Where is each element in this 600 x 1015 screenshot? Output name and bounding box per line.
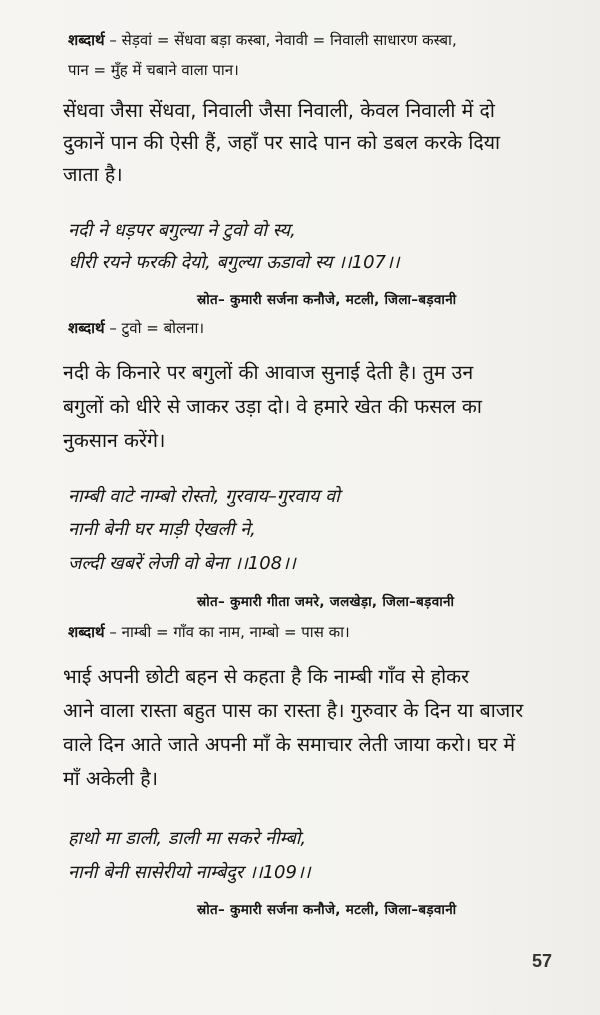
verse-line: नाम्बी वाटे नाम्बो रोस्तो, गुरवाय–गुरवाय वो <box>68 486 340 507</box>
prose-line: नुकसान करेंगे। <box>63 429 166 452</box>
verse-line: हाथो मा डाली, डाली मा सकरे नीम्बो, <box>68 828 307 849</box>
source-credit: स्रोत– कुमारी सर्जना कनौजे, मटली, जिला–बड़वानी <box>197 902 457 918</box>
verse-line: धीरी रयने फरकी देयो, बगुल्या ऊडावो स्य ।।107।। <box>68 252 400 273</box>
gloss-line <box>68 30 457 50</box>
verse-line: जल्दी खबरें लेजी वो बेना ।।108।। <box>68 553 296 574</box>
gloss-text: – टुवो = बोलना। <box>104 319 205 337</box>
prose-line: बगुलों को धीरे से जाकर उड़ा दो। वे हमारे खेत की फसल का <box>63 395 482 418</box>
prose-line: नदी के किनारे पर बगुलों की आवाज सुनाई देती है। तुम उन <box>63 361 474 384</box>
prose-line: आने वाला रास्ता बहुत पास का रास्ता है। गुरुवार के दिन या बाजार <box>63 699 524 722</box>
gloss-term: शब्दार्थ <box>68 319 105 337</box>
gloss-term: शब्दार्थ <box>68 623 105 641</box>
verse-line: नानी बेनी घर माड़ी ऐखली ने, <box>68 519 256 540</box>
gloss-line <box>68 622 350 642</box>
prose-line: वाले दिन आते जाते अपनी माँ के समाचार लेती जाया करो। घर में <box>63 733 516 756</box>
gloss-term: शब्दार्थ <box>68 31 105 49</box>
gloss-text: – सेड़वां = सेंधवा बड़ा कस्बा, नेवावी = निवाली साधारण कस्बा, <box>104 31 457 49</box>
prose-line: माँ अकेली है। <box>63 767 158 790</box>
source-credit: स्रोत– कुमारी गीता जमरे, जलखेड़ा, जिला–बड़वानी <box>197 594 455 610</box>
gloss-text: – नाम्बी = गाँव का नाम, नाम्बो = पास का। <box>104 623 350 641</box>
verse-line: नानी बेनी सासेरीयो नाम्बेदुर ।।109।। <box>68 862 311 883</box>
gloss-line <box>68 318 204 338</box>
page-number: 57 <box>532 951 553 971</box>
verse-line: नदी ने धड़पर बगुल्या ने टुवो वो स्य, <box>68 220 296 241</box>
gloss-line: पान = मुँह में चबाने वाला पान। <box>68 61 239 79</box>
prose-line: दुकानें पान की ऐसी हैं, जहाँ पर सादे पान को डबल करके दिया <box>63 131 501 154</box>
prose-line: भाई अपनी छोटी बहन से कहता है कि नाम्बी गाँव से होकर <box>63 665 470 688</box>
source-credit: स्रोत– कुमारी सर्जना कनौजे, मटली, जिला–बड़वानी <box>197 292 457 308</box>
prose-line: जाता है। <box>63 163 123 186</box>
prose-line: सेंधवा जैसा सेंधवा, निवाली जैसा निवाली, केवल निवाली में दो <box>63 99 495 122</box>
